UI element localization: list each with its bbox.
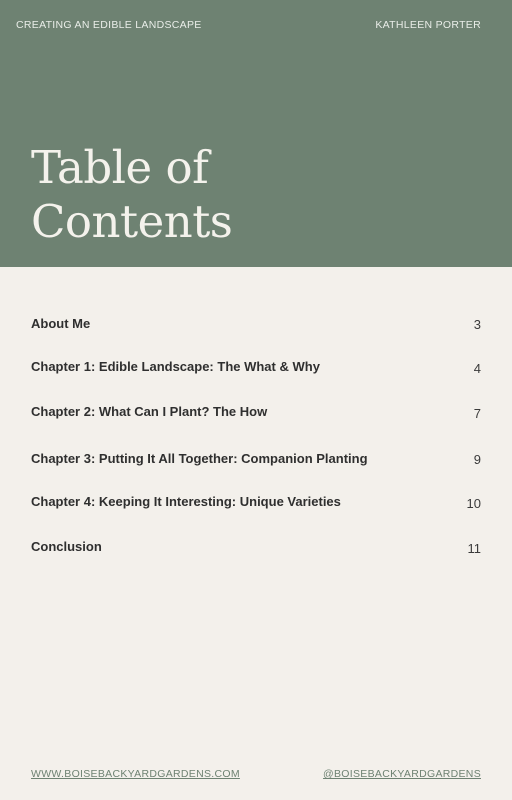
toc-entry-page: 11 (467, 541, 481, 556)
toc-entry-page: 7 (473, 406, 481, 421)
toc-entry-chapter-4[interactable] (31, 494, 481, 514)
page-title (31, 141, 232, 249)
toc-entry-label[interactable]: Conclusion (31, 539, 102, 554)
toc-entry-label[interactable]: Chapter 2: What Can I Plant? The How (31, 404, 268, 419)
header-band (0, 0, 512, 267)
toc-entry-chapter-1[interactable] (31, 359, 481, 379)
toc-entry-label[interactable]: Chapter 3: Putting It All Together: Companion Planting (31, 451, 368, 466)
toc-entry-label[interactable]: Chapter 4: Keeping It Interesting: Unique Varieties (31, 494, 341, 509)
toc-entry-chapter-2[interactable] (31, 404, 481, 424)
website-link[interactable]: WWW.BOISEBACKYARDGARDENS.COM (31, 768, 240, 780)
toc-entry-about-me[interactable] (31, 316, 481, 336)
toc-entry-label[interactable]: Chapter 1: Edible Landscape: The What & Why (31, 359, 320, 374)
author-name: KATHLEEN PORTER (375, 19, 481, 31)
toc-entry-page: 10 (466, 496, 481, 511)
toc-entry-page: 3 (473, 317, 481, 332)
toc-entry-label[interactable]: About Me (31, 316, 91, 331)
toc-entry-page: 9 (473, 452, 481, 467)
toc-entry-page: 4 (473, 361, 481, 376)
page-title-line2: Contents (31, 195, 233, 248)
toc-entry-chapter-3[interactable] (31, 451, 481, 471)
toc-entry-conclusion[interactable] (31, 539, 481, 559)
social-handle-link[interactable]: @BOISEBACKYARDGARDENS (323, 768, 481, 780)
page-title-line1: Table of (31, 141, 209, 194)
series-title: CREATING AN EDIBLE LANDSCAPE (16, 19, 202, 31)
